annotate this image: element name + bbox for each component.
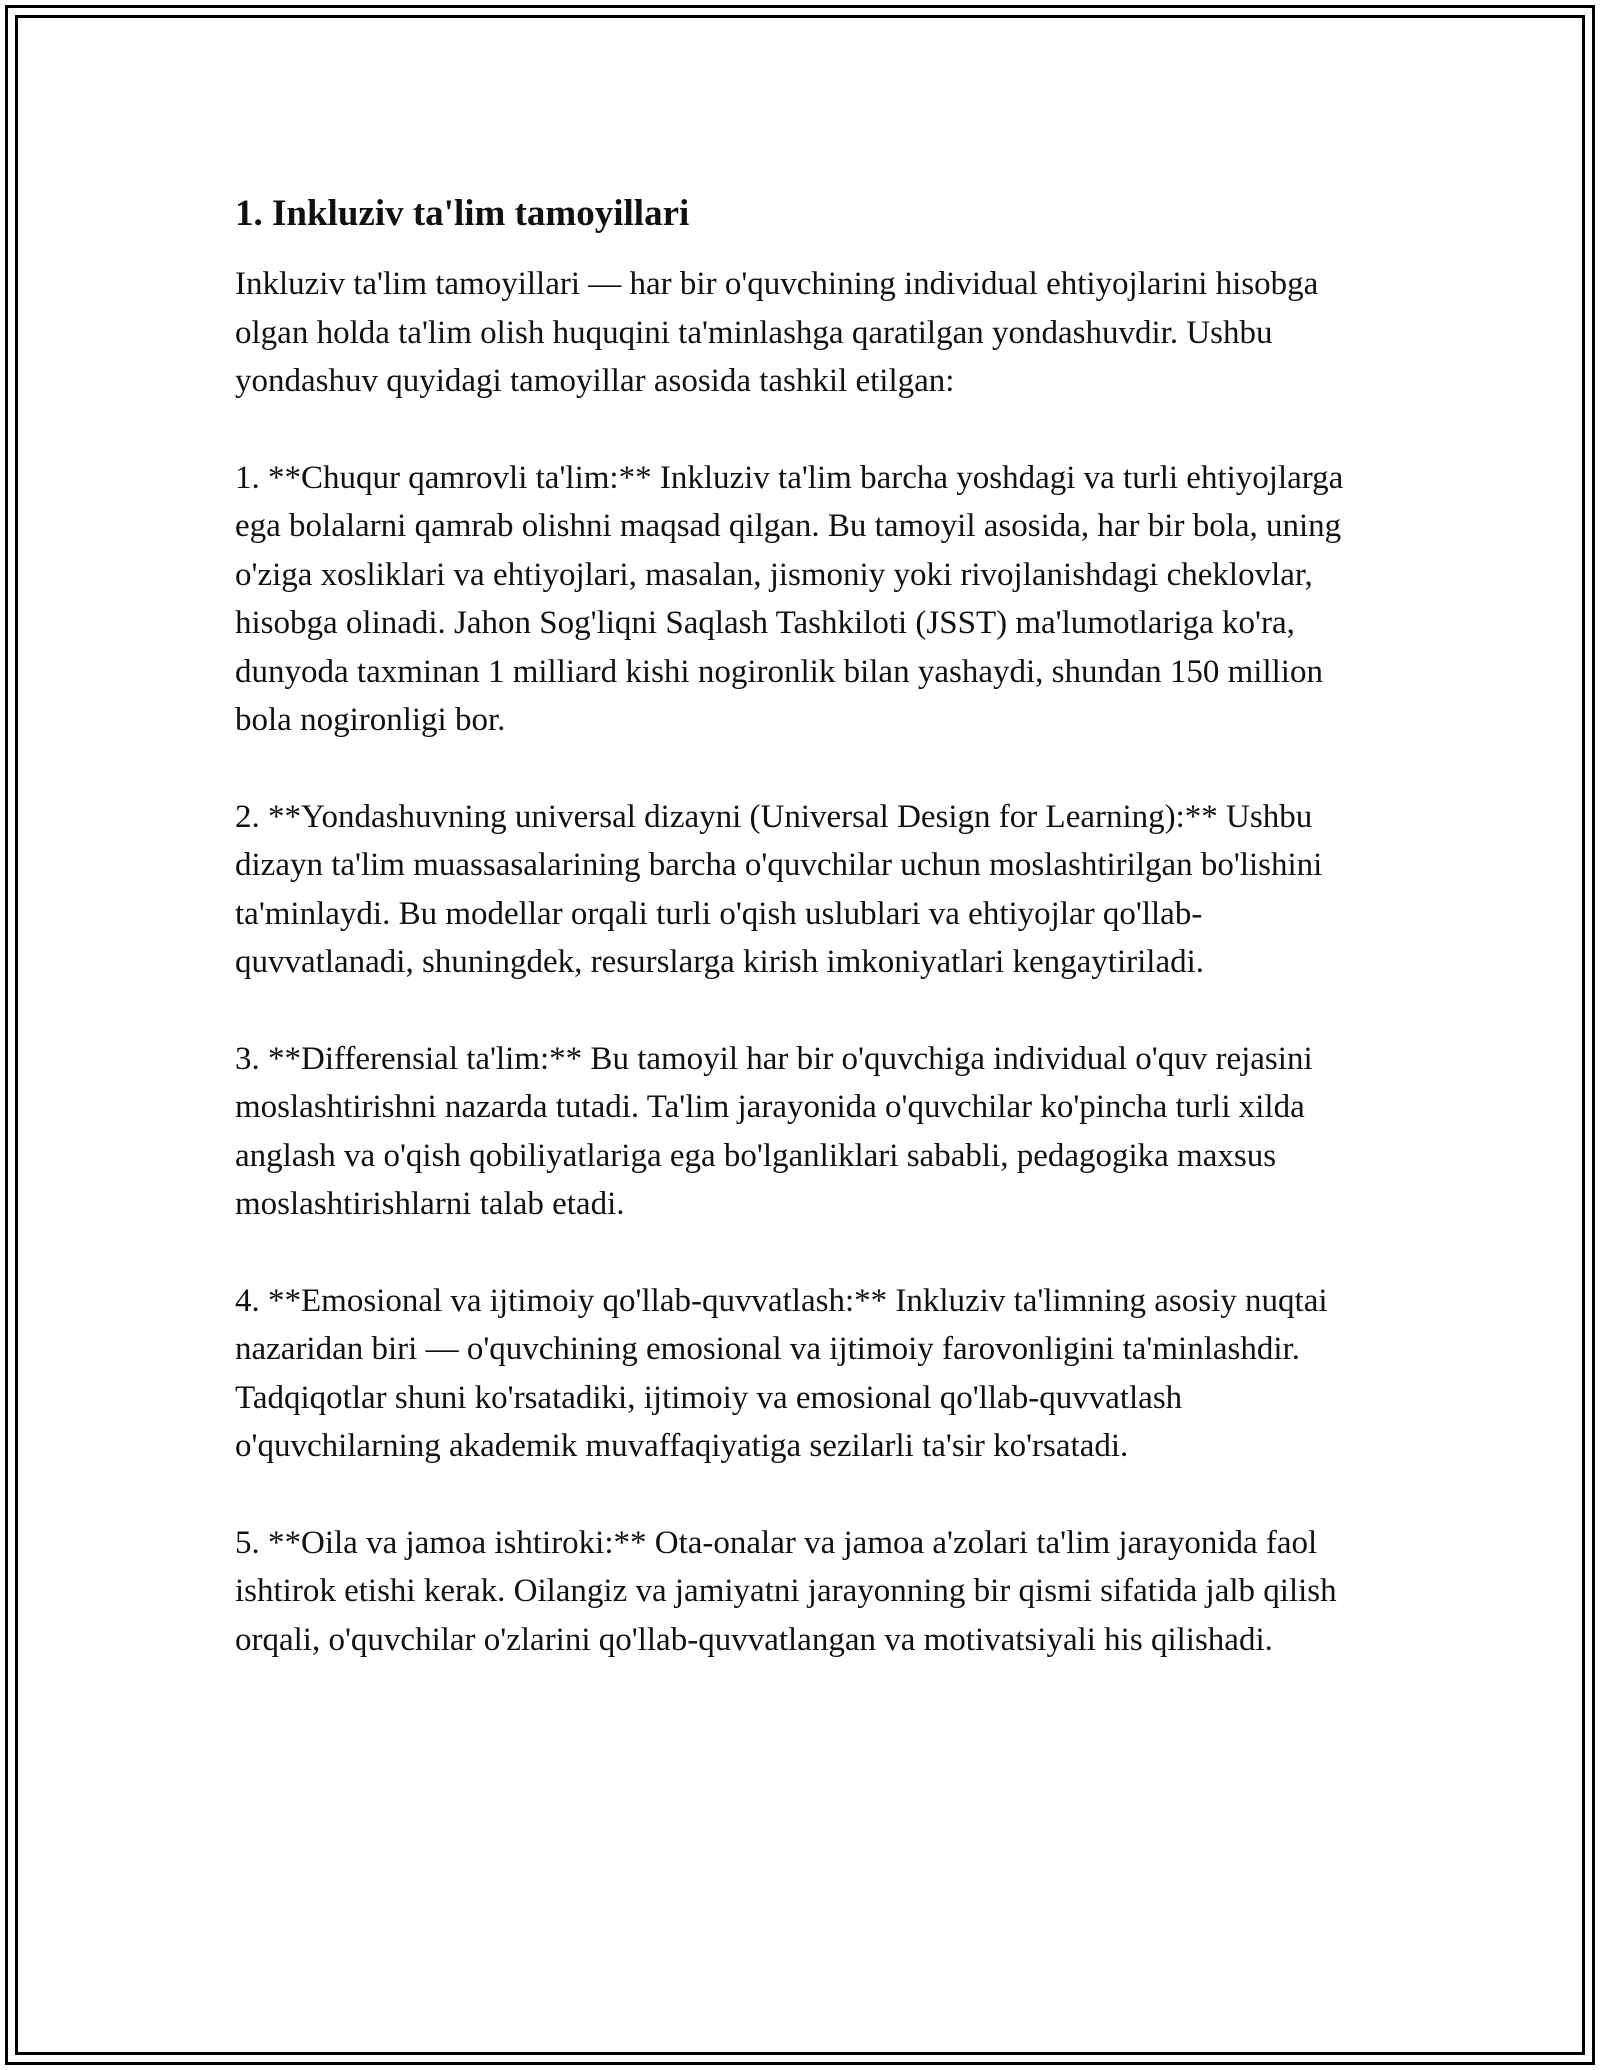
principle-2-paragraph: 2. **Yondashuvning universal dizayni (Universal Design for Learning):** Ushbu dizayn ta'lim muassasalarining barcha o'quvchilar uchun moslashtirilgan bo'lishini ta'minlaydi. Bu modellar orqali turli o'qish uslublari va ehtiyojlar qo'llab-quvvatlanadi, shuningdek, resurslarga kirish imkoniyatlari kengaytiriladi. xyxy=(235,798,1323,980)
document-body xyxy=(235,188,1375,1712)
section-heading: 1. Inkluziv ta'lim tamoyillari xyxy=(235,193,690,234)
principle-3-paragraph: 3. **Differensial ta'lim:** Bu tamoyil har bir o'quvchiga individual o'quv rejasini moslashtirishni nazarda tutadi. Ta'lim jarayonida o'quvchilar ko'pincha turli xilda anglash va o'qish qobiliyatlariga ega bo'lganliklari sababli, pedagogika maxsus moslashtirishlarni talab etadi. xyxy=(235,1040,1313,1222)
principle-5-paragraph: 5. **Oila va jamoa ishtiroki:** Ota-onalar va jamoa a'zolari ta'lim jarayonida faol ishtirok etishi kerak. Oilangiz va jamiyatni jarayonning bir qismi sifatida jalb qilish orqali, o'quvchilar o'zlarini qo'llab-quvvatlangan va motivatsiyali his qilishadi. xyxy=(235,1524,1337,1658)
principle-4-paragraph: 4. **Emosional va ijtimoiy qo'llab-quvvatlash:** Inkluziv ta'limning asosiy nuqtai nazaridan biri — o'quvchining emosional va ijtimoiy farovonligini ta'minlashdir. Tadqiqotlar shuni ko'rsatadiki, ijtimoiy va emosional qo'llab-quvvatlash o'quvchilarning akademik muvaffaqiyatiga sezilarli ta'sir ko'rsatadi. xyxy=(235,1282,1328,1464)
intro-paragraph: Inkluziv ta'lim tamoyillari — har bir o'quvchining individual ehtiyojlarini hisobga olgan holda ta'lim olish huquqini ta'minlashga qaratilgan yondashuvdir. Ushbu yondashuv quyidagi tamoyillar asosida tashkil etilgan: xyxy=(235,266,1319,399)
principle-1-paragraph: 1. **Chuqur qamrovli ta'lim:** Inkluziv ta'lim barcha yoshdagi va turli ehtiyojlarga ega bolalarni qamrab olishni maqsad qilgan. Bu tamoyil asosida, har bir bola, uning o'ziga xosliklari va ehtiyojlari, masalan, jismoniy yoki rivojlanishdagi cheklovlar, hisobga olinadi. Jahon Sog'liqni Saqlash Tashkiloti (JSST) ma'lumotlariga ko'ra, dunyoda taxminan 1 milliard kishi nogironlik bilan yashaydi, shundan 150 million bola nogironligi bor. xyxy=(235,459,1344,738)
